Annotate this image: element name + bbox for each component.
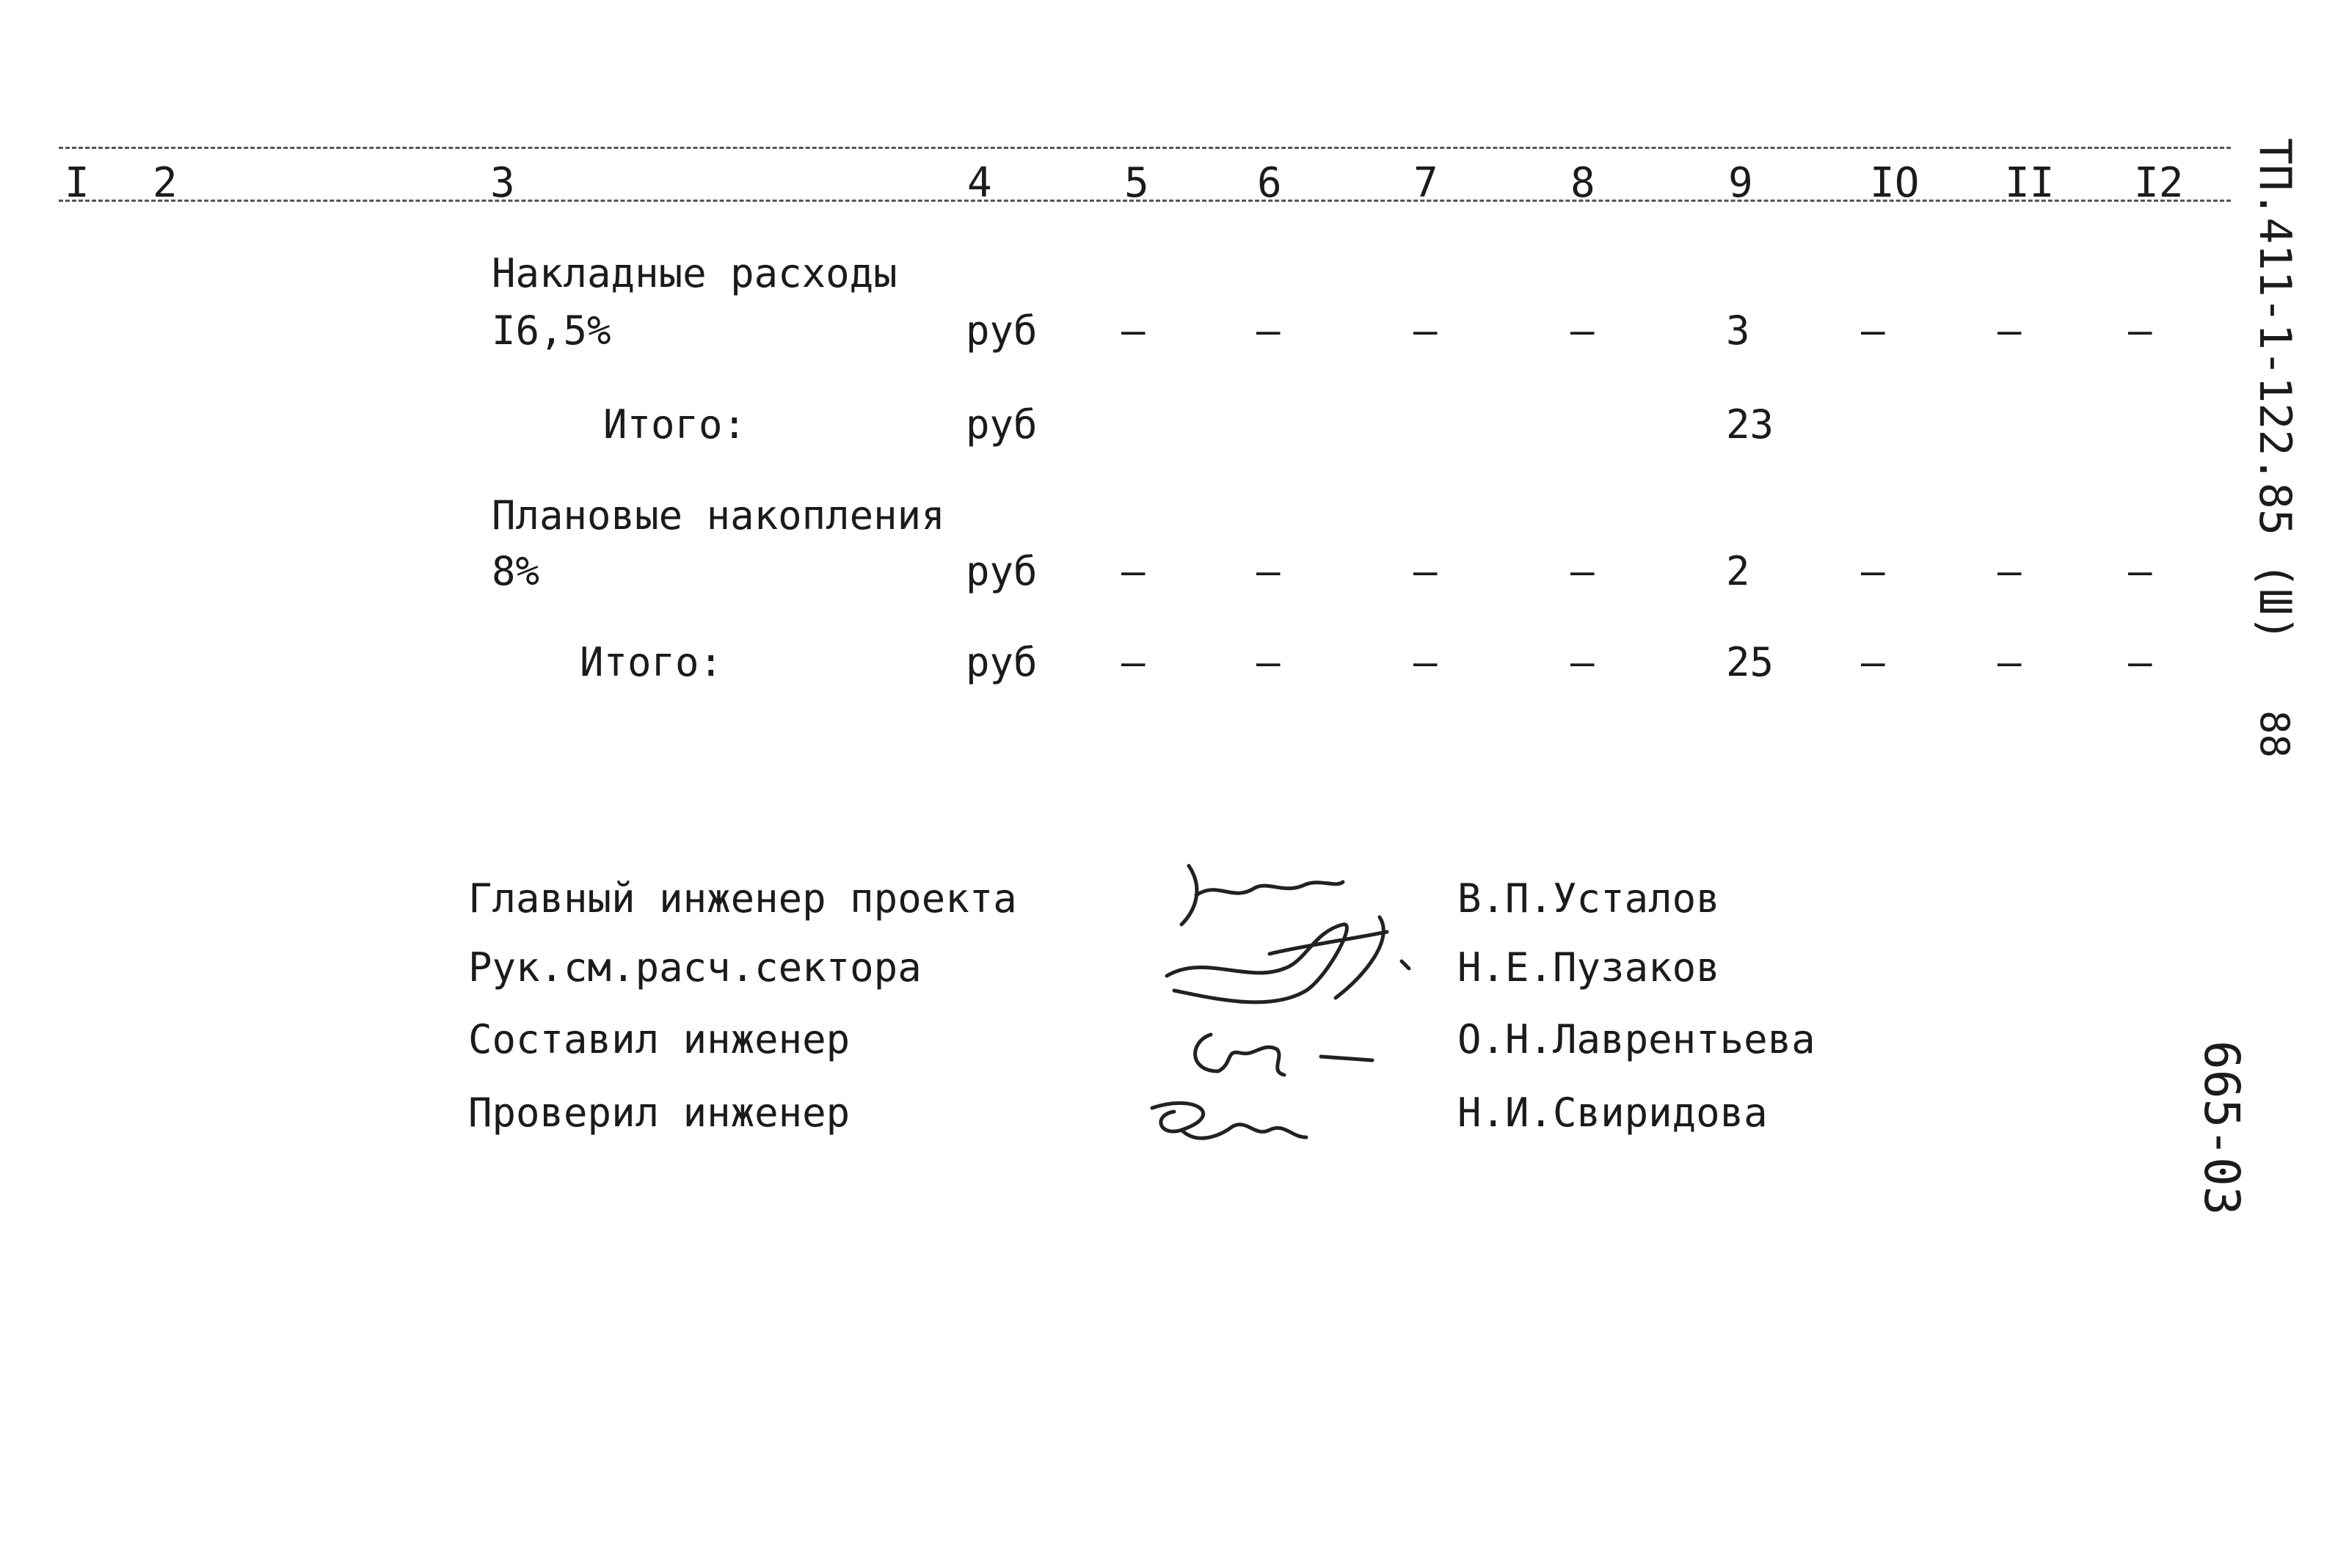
col-header-12: I2 [2134,159,2184,207]
total1-label: Итого: [603,401,747,448]
col-header-6: 6 [1257,159,1282,207]
planned-col6: – [1256,548,1281,594]
total2-col6: – [1256,639,1281,685]
signature-role-4: Проверил инженер [468,1090,851,1136]
col-header-4: 4 [967,159,992,207]
total1-unit: руб [966,401,1038,448]
col-header-9: 9 [1728,159,1753,207]
total2-col5: – [1121,639,1146,685]
planned-col12: – [2128,548,2152,594]
signature-name-1: В.П.Усталов [1457,875,1720,922]
overhead-rate: I6,5% [492,307,611,354]
col-header-8: 8 [1570,159,1595,207]
overhead-label: Накладные расходы [492,250,897,296]
col-header-10: IO [1870,159,1920,207]
planned-col5: – [1121,548,1146,594]
overhead-col11: – [1997,307,2022,354]
planned-col9: 2 [1726,548,1750,594]
col-header-5: 5 [1124,159,1149,207]
total2-label: Итого: [580,639,724,685]
signature-name-2: Н.Е.Пузаков [1457,944,1720,991]
signature-role-1: Главный инженер проекта [468,875,1017,922]
handwritten-signature-3 [1181,1020,1387,1086]
col-header-7: 7 [1413,159,1438,207]
col-header-11: II [2005,159,2055,207]
total1-col9: 23 [1726,401,1774,448]
overhead-col9: 3 [1726,307,1750,354]
planned-unit: руб [966,548,1038,594]
total2-col11: – [1997,639,2022,685]
planned-label: Плановые накопления [492,492,945,539]
total2-col7: – [1413,639,1438,685]
planned-col8: – [1570,548,1595,594]
total2-col8: – [1570,639,1595,685]
overhead-col7: – [1413,307,1438,354]
col-header-2: 2 [153,159,178,207]
signature-name-4: Н.И.Свиридова [1457,1090,1768,1136]
signature-role-3: Составил инженер [468,1016,851,1062]
planned-col11: – [1997,548,2022,594]
header-top-rule [59,147,2231,149]
col-header-3: 3 [490,159,515,207]
planned-col7: – [1413,548,1438,594]
sheet-code: 665-03 [2193,1040,2250,1216]
signature-role-2: Рук.см.расч.сектора [468,944,922,991]
doc-code: ТП.411-1-122.85 (Ш) [2249,138,2301,642]
total2-unit: руб [966,639,1038,685]
total2-col10: – [1861,639,1885,685]
handwritten-signature-4 [1137,1086,1314,1167]
overhead-col10: – [1861,307,1885,354]
overhead-unit: руб [966,307,1038,354]
page-number: 88 [2251,710,2298,759]
total2-col12: – [2128,639,2152,685]
overhead-col6: – [1256,307,1281,354]
planned-rate: 8% [492,548,540,594]
overhead-col8: – [1570,307,1595,354]
handwritten-signature-2 [1159,910,1438,1027]
total2-col9: 25 [1726,639,1774,685]
overhead-col5: – [1121,307,1146,354]
col-header-1: I [65,159,90,207]
signature-name-3: О.Н.Лаврентьева [1457,1016,1816,1062]
planned-col10: – [1861,548,1885,594]
overhead-col12: – [2128,307,2152,354]
